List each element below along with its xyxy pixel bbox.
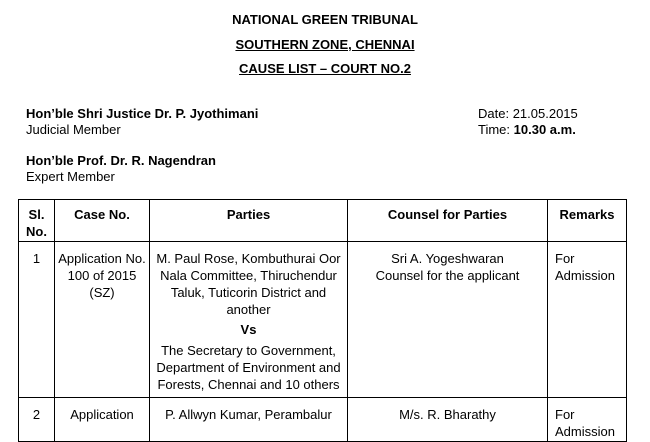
respondent-parties: The Secretary to Government, Department of Environment and Forests, Chennai and 10 others [156, 343, 341, 392]
row-counsel: M/s. R. Bharathy [348, 398, 548, 442]
cause-list-table [18, 199, 627, 442]
judge-role: Judicial Member [26, 122, 121, 137]
time-label: Time: [478, 122, 511, 137]
row-remarks: For Admission [548, 242, 627, 398]
table-header-row [19, 200, 627, 242]
date-label: Date: [478, 106, 510, 121]
row-sl-no: 2 [19, 398, 55, 442]
table-row [19, 398, 627, 442]
judge-name: Hon’ble Shri Justice Dr. P. Jyothimani [26, 106, 259, 121]
cause-list-title-text: CAUSE LIST – COURT NO.2 [239, 61, 411, 76]
header-parties: Parties [150, 200, 348, 242]
table-row [19, 242, 627, 398]
row-remarks: For Admission [548, 398, 627, 442]
header-remarks: Remarks [548, 200, 627, 242]
header-counsel: Counsel for Parties [348, 200, 548, 242]
header-sl-no: Sl. No. [19, 200, 55, 242]
versus-label: Vs [240, 322, 257, 337]
row-counsel: Sri A. Yogeshwaran Counsel for the applicant [348, 242, 548, 398]
tribunal-title: NATIONAL GREEN TRIBUNAL [232, 12, 418, 27]
date-value: 21.05.2015 [512, 106, 578, 121]
row-parties: P. Allwyn Kumar, Perambalur [150, 398, 348, 442]
row-parties [150, 242, 348, 398]
cause-list-title [0, 61, 650, 76]
header-case-no: Case No. [55, 200, 150, 242]
zone-title-text: SOUTHERN ZONE, CHENNAI [235, 37, 415, 52]
time-value: 10.30 a.m. [513, 122, 576, 137]
row-case-no: Application No. 100 of 2015 (SZ) [55, 242, 150, 398]
expert-role: Expert Member [26, 169, 115, 184]
time-line [478, 122, 576, 138]
expert-name: Hon’ble Prof. Dr. R. Nagendran [26, 153, 216, 168]
petitioner-parties: M. Paul Rose, Kombuthurai Oor Nala Committee, Thiruchendur Taluk, Tuticorin District and another [156, 251, 341, 317]
row-sl-no: 1 [19, 242, 55, 398]
date-line [478, 106, 578, 122]
row-case-no: Application [55, 398, 150, 442]
zone-title [0, 37, 650, 52]
